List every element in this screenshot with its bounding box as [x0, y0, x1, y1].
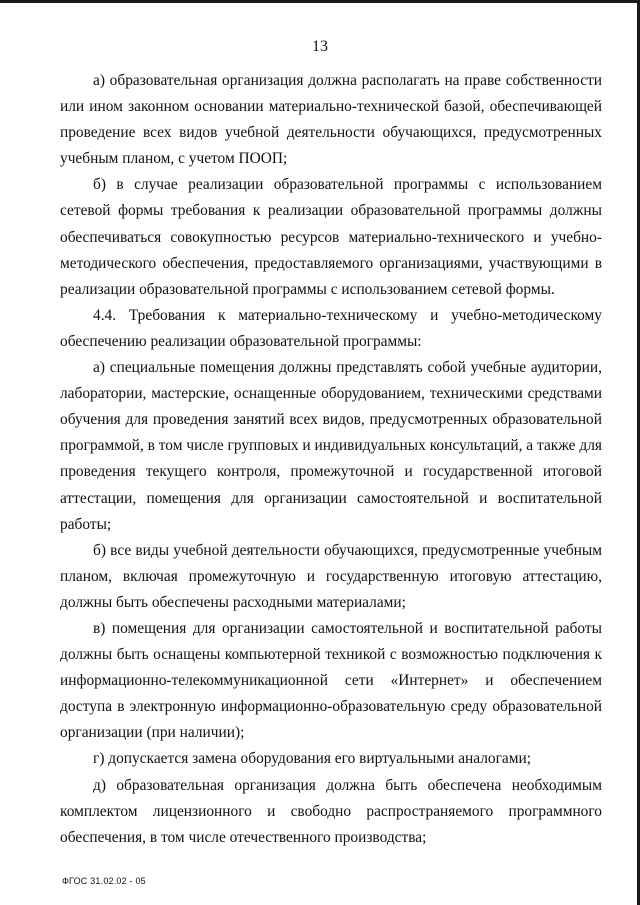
- scan-edge-top: [0, 0, 640, 3]
- section-4-4-heading: 4.4. Требования к материально-техническому и учебно-методическому обеспечению реализации образовательной программы:: [60, 306, 602, 350]
- paragraph-4-3-b: б) в случае реализации образовательной программы с использованием сетевой формы требования к реализации образовательной программы должны обеспечиваться совокупностью ресурсов материально-технического и учебно-методического обеспечения, предоставляемого организациями, участвующими в реализации образовательной программы с использованием сетевой формы.: [60, 176, 602, 298]
- paragraph-4-3-a: а) образовательная организация должна располагать на праве собственности или ином законном основании материально-технической базой, обеспечивающей проведение всех видов учебной деятельности обучающихся, предусмотренных учебным планом, с учетом ПООП;: [60, 72, 602, 168]
- paragraph-4-4-v: в) помещения для организации самостоятельной и воспитательной работы должны быть оснащены компьютерной техникой с возможностью подключения к информационно-телекоммуникационной сети «Интернет» и обеспечением доступа в электронную информационно-образовательную среду образовательной организации (при наличии);: [60, 619, 602, 742]
- paragraph-4-4-d: д) образовательная организация должна быть обеспечена необходимым комплектом лицензионного и свободно распространяемого программного обеспечения, в том числе отечественного производства;: [60, 776, 602, 846]
- paragraph-4-4-g: г) допускается замена оборудования его виртуальными аналогами;: [93, 750, 531, 768]
- paragraph-4-4-b: б) все виды учебной деятельности обучающихся, предусмотренные учебным планом, включая промежуточную и государственную итоговую аттестацию, должны быть обеспечены расходными материалами;: [60, 541, 602, 611]
- footer-document-code: ФГОС 31.02.02 - 05: [62, 876, 146, 886]
- paragraph-4-4-a: а) специальные помещения должны представлять собой учебные аудитории, лаборатории, мастерские, оснащенные оборудованием, техническими средствами обучения для проведения занятий всех видов, предусмотренных образовательной программой, в том числе групповых и индивидуальных консультаций, а также для проведения текущего контроля, промежуточной и государственной итоговой аттестации, помещения для организации самостоятельной и воспитательной работы;: [60, 359, 602, 533]
- page-number: 13: [312, 38, 328, 55]
- document-body: [60, 68, 602, 851]
